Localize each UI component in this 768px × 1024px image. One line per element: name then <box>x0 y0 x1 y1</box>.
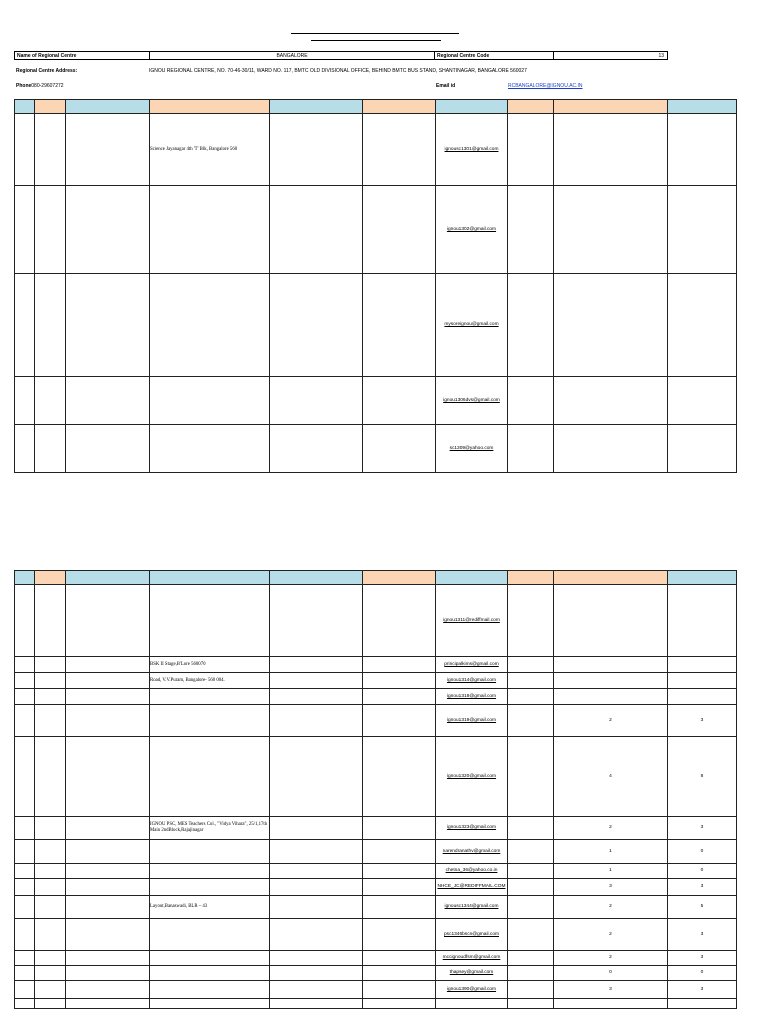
address-value: IGNOU REGIONAL CENTRE, NO. 70-46-30/11, WARD NO. 117, BMTC OLD DIVISIONAL OFFICE, BEHIND BMTC BUS STAND, SHANTINAGAR, BANGALORE 560027 <box>149 68 527 74</box>
table-row <box>15 864 737 879</box>
count-cell: 0 <box>668 840 737 864</box>
email-cell <box>436 114 508 186</box>
count-cell <box>554 673 668 689</box>
address-cell <box>150 377 270 425</box>
empty-cell <box>66 274 150 377</box>
table-row <box>15 114 737 186</box>
empty-cell <box>363 114 436 186</box>
centres-table-2 <box>14 570 737 1009</box>
address-cell: Road, V.V.Puram, Bangalore- 560 004. <box>150 673 270 689</box>
table-row <box>15 919 737 951</box>
empty-cell <box>15 966 35 981</box>
empty-cell <box>363 981 436 999</box>
count-cell: 2 <box>554 919 668 951</box>
email-link[interactable]: ignousc1344@gmail.com <box>444 904 499 909</box>
empty-cell <box>35 114 66 186</box>
empty-cell <box>66 981 150 999</box>
email-link[interactable]: ignou1302@gmail.com <box>446 226 497 232</box>
count-cell: 8 <box>668 737 737 817</box>
empty-cell <box>35 999 66 1009</box>
address-cell <box>150 274 270 377</box>
empty-cell <box>508 951 554 966</box>
empty-cell <box>66 585 150 657</box>
count-cell: 2 <box>554 817 668 840</box>
address-cell <box>150 879 270 896</box>
empty-cell <box>270 657 363 673</box>
count-cell: 3 <box>668 919 737 951</box>
address-cell: Layout,Banaswadi, BLR – 43 <box>150 896 270 919</box>
empty-cell <box>66 896 150 919</box>
count-cell <box>668 377 737 425</box>
empty-cell <box>363 673 436 689</box>
email-cell <box>436 879 508 896</box>
empty-cell <box>270 864 363 879</box>
empty-cell <box>270 689 363 705</box>
empty-cell <box>270 817 363 840</box>
count-cell <box>554 274 668 377</box>
regional-centre-code-value: 13 <box>553 51 668 60</box>
address-cell <box>150 840 270 864</box>
phone-label: Phone <box>16 83 32 89</box>
address-label: Regional Centre Address: <box>16 68 78 74</box>
empty-cell <box>15 864 35 879</box>
empty-cell <box>66 425 150 473</box>
empty-cell <box>363 274 436 377</box>
empty-cell <box>35 689 66 705</box>
email-cell <box>436 673 508 689</box>
address-cell <box>150 919 270 951</box>
empty-cell <box>363 896 436 919</box>
email-cell <box>436 840 508 864</box>
empty-cell <box>66 999 150 1009</box>
empty-cell <box>66 737 150 817</box>
empty-cell <box>270 896 363 919</box>
table-row <box>15 377 737 425</box>
count-cell <box>554 186 668 274</box>
empty-cell <box>363 689 436 705</box>
email-cell <box>436 377 508 425</box>
empty-cell <box>363 999 436 1009</box>
empty-cell <box>363 377 436 425</box>
count-cell: 3 <box>554 981 668 999</box>
count-cell: 3 <box>668 981 737 999</box>
empty-cell <box>270 879 363 896</box>
empty-cell <box>508 689 554 705</box>
count-cell <box>554 689 668 705</box>
count-cell <box>668 186 737 274</box>
table-row <box>15 981 737 999</box>
empty-cell <box>35 879 66 896</box>
count-cell <box>668 274 737 377</box>
count-cell <box>554 114 668 186</box>
empty-cell <box>15 879 35 896</box>
empty-cell <box>66 864 150 879</box>
address-cell <box>150 999 270 1009</box>
empty-cell <box>363 737 436 817</box>
empty-cell <box>270 274 363 377</box>
empty-cell <box>15 689 35 705</box>
empty-cell <box>66 951 150 966</box>
empty-cell <box>508 864 554 879</box>
email-link[interactable]: ignou1306dvs@gmail.com <box>443 397 500 403</box>
empty-cell <box>270 673 363 689</box>
email-link[interactable]: ignou1314@gmail.com <box>446 677 497 683</box>
empty-cell <box>270 186 363 274</box>
regional-centre-name-value: BANGALORE <box>149 51 435 60</box>
empty-cell <box>270 999 363 1009</box>
email-link[interactable]: thapsey@gmail.com <box>449 970 494 975</box>
empty-cell <box>15 705 35 737</box>
empty-cell <box>508 999 554 1009</box>
email-cell <box>436 585 508 657</box>
table-row <box>15 817 737 840</box>
empty-cell <box>66 879 150 896</box>
table-row <box>15 425 737 473</box>
email-link[interactable]: mysoreignou@gmail.com <box>444 322 499 327</box>
table-row <box>15 657 737 673</box>
table-row <box>15 840 737 864</box>
empty-cell <box>15 377 35 425</box>
count-cell: 0 <box>554 966 668 981</box>
email-link[interactable]: ignou1390@gmail.com <box>446 986 497 992</box>
empty-cell <box>363 919 436 951</box>
email-cell <box>436 981 508 999</box>
email-link[interactable]: ignou1318@gmail.com <box>446 693 497 699</box>
email-link[interactable]: ignou1319@gmail.com <box>446 717 497 723</box>
empty-cell <box>508 737 554 817</box>
address-cell <box>150 705 270 737</box>
table-row <box>15 274 737 377</box>
table-header-row <box>15 100 737 114</box>
count-cell <box>668 673 737 689</box>
email-link[interactable]: psc1346bscn@gmail.com <box>444 931 499 937</box>
email-cell <box>436 951 508 966</box>
empty-cell <box>508 896 554 919</box>
email-cell <box>436 705 508 737</box>
empty-cell <box>508 673 554 689</box>
count-cell: 2 <box>554 951 668 966</box>
email-cell <box>436 186 508 274</box>
email-link[interactable]: ignou1323@gmail.com <box>446 825 497 830</box>
empty-cell <box>15 186 35 274</box>
empty-cell <box>508 274 554 377</box>
empty-cell <box>35 840 66 864</box>
empty-cell <box>270 425 363 473</box>
email-cell <box>436 737 508 817</box>
table-row <box>15 896 737 919</box>
count-cell: 1 <box>554 840 668 864</box>
regional-centre-code-label: Regional Centre Code <box>434 51 554 60</box>
empty-cell <box>508 966 554 981</box>
email-cell <box>436 919 508 951</box>
email-link[interactable]: ignou1320@gmail.com <box>446 773 497 779</box>
count-cell <box>554 377 668 425</box>
count-cell <box>554 999 668 1009</box>
empty-cell <box>508 186 554 274</box>
email-link[interactable]: ignousc1301@gmail.com <box>444 146 499 152</box>
table-row <box>15 999 737 1009</box>
email-cell <box>436 274 508 377</box>
address-cell: Science Jayanagar 4th 'T' Blk, Bangalore 560 <box>150 114 270 186</box>
email-link[interactable]: mccignoudfsm@gmail.com <box>442 955 501 960</box>
empty-cell <box>66 673 150 689</box>
count-cell: 2 <box>554 896 668 919</box>
empty-cell <box>35 966 66 981</box>
empty-cell <box>270 114 363 186</box>
empty-cell <box>363 186 436 274</box>
empty-cell <box>15 114 35 186</box>
count-cell: 3 <box>668 879 737 896</box>
empty-cell <box>363 966 436 981</box>
empty-cell <box>363 585 436 657</box>
empty-cell <box>363 425 436 473</box>
empty-cell <box>508 114 554 186</box>
count-cell: 1 <box>554 864 668 879</box>
empty-cell <box>35 425 66 473</box>
empty-cell <box>35 657 66 673</box>
empty-cell <box>363 879 436 896</box>
empty-cell <box>508 657 554 673</box>
table-row <box>15 585 737 657</box>
empty-cell <box>15 951 35 966</box>
empty-cell <box>270 705 363 737</box>
email-link[interactable]: chetna_36@yahoo.co.in <box>445 868 498 873</box>
empty-cell <box>508 705 554 737</box>
empty-cell <box>363 817 436 840</box>
empty-cell <box>363 951 436 966</box>
empty-cell <box>508 981 554 999</box>
title-underline-bottom <box>311 40 441 41</box>
empty-cell <box>66 657 150 673</box>
email-cell <box>436 689 508 705</box>
address-cell <box>150 966 270 981</box>
empty-cell <box>15 840 35 864</box>
empty-cell <box>66 817 150 840</box>
empty-cell <box>35 737 66 817</box>
empty-cell <box>270 951 363 966</box>
empty-cell <box>15 425 35 473</box>
empty-cell <box>66 705 150 737</box>
empty-cell <box>66 186 150 274</box>
address-cell <box>150 689 270 705</box>
email-cell <box>436 896 508 919</box>
empty-cell <box>363 864 436 879</box>
title-underline-top <box>291 33 459 34</box>
email-link[interactable]: NHCE_JC@REDIFFMAIL.COM <box>437 884 506 889</box>
empty-cell <box>66 114 150 186</box>
address-cell <box>150 981 270 999</box>
address-cell <box>150 864 270 879</box>
email-cell <box>436 999 508 1009</box>
empty-cell <box>35 673 66 689</box>
address-cell <box>150 951 270 966</box>
address-cell: IGNOU PSC, MES Teachers Col., "Vidya Vihara", 25/1,17th Main 2ndBlock,Rajajinagar <box>150 817 270 840</box>
email-link[interactable]: ignou1311@rediffmail.com <box>443 617 500 623</box>
empty-cell <box>66 689 150 705</box>
count-cell <box>668 425 737 473</box>
empty-cell <box>270 919 363 951</box>
phone-line <box>16 82 64 91</box>
email-cell <box>436 966 508 981</box>
count-cell <box>668 689 737 705</box>
regional-centre-name-label: Name of Regional Centre <box>14 51 150 60</box>
empty-cell <box>35 951 66 966</box>
address-cell: BSK II Stage,B'Lore 560070 <box>150 657 270 673</box>
empty-cell <box>35 377 66 425</box>
count-cell: 3 <box>554 879 668 896</box>
empty-cell <box>66 919 150 951</box>
email-link[interactable]: RCBANGALORE@IGNOU.AC.IN <box>508 83 583 89</box>
empty-cell <box>66 966 150 981</box>
empty-cell <box>35 186 66 274</box>
table-row <box>15 186 737 274</box>
address-cell <box>150 186 270 274</box>
empty-cell <box>35 817 66 840</box>
empty-cell <box>508 879 554 896</box>
count-cell <box>554 585 668 657</box>
empty-cell <box>15 585 35 657</box>
empty-cell <box>363 657 436 673</box>
table-row <box>15 673 737 689</box>
email-link[interactable]: principalkims@gmail.com <box>444 661 499 667</box>
table-row <box>15 951 737 966</box>
empty-cell <box>270 377 363 425</box>
empty-cell <box>15 999 35 1009</box>
email-link[interactable]: sc1309@yahoo.com <box>449 445 494 451</box>
count-cell <box>668 657 737 673</box>
table-row <box>15 689 737 705</box>
empty-cell <box>66 840 150 864</box>
centres-table-1 <box>14 99 737 473</box>
count-cell: 3 <box>668 951 737 966</box>
empty-cell <box>15 274 35 377</box>
empty-cell <box>35 981 66 999</box>
address-cell <box>150 737 270 817</box>
empty-cell <box>35 919 66 951</box>
count-cell: 3 <box>668 817 737 840</box>
phone-value: 080-29607272 <box>31 83 64 89</box>
count-cell <box>554 657 668 673</box>
empty-cell <box>270 981 363 999</box>
empty-cell <box>15 817 35 840</box>
count-cell: 4 <box>554 737 668 817</box>
empty-cell <box>270 585 363 657</box>
email-cell <box>436 657 508 673</box>
empty-cell <box>15 657 35 673</box>
table-row <box>15 879 737 896</box>
empty-cell <box>508 585 554 657</box>
table-row <box>15 737 737 817</box>
empty-cell <box>15 896 35 919</box>
empty-cell <box>508 840 554 864</box>
table-header-row <box>15 571 737 585</box>
email-cell <box>436 817 508 840</box>
count-cell: 2 <box>554 705 668 737</box>
empty-cell <box>508 425 554 473</box>
email-cell <box>436 864 508 879</box>
address-cell <box>150 425 270 473</box>
empty-cell <box>508 919 554 951</box>
empty-cell <box>363 705 436 737</box>
empty-cell <box>35 274 66 377</box>
empty-cell <box>15 919 35 951</box>
empty-cell <box>35 585 66 657</box>
count-cell <box>668 114 737 186</box>
empty-cell <box>508 377 554 425</box>
count-cell: 3 <box>668 705 737 737</box>
count-cell <box>668 999 737 1009</box>
empty-cell <box>35 896 66 919</box>
email-cell <box>436 425 508 473</box>
empty-cell <box>15 737 35 817</box>
count-cell: 5 <box>668 896 737 919</box>
empty-cell <box>35 864 66 879</box>
empty-cell <box>363 840 436 864</box>
empty-cell <box>15 981 35 999</box>
empty-cell <box>66 377 150 425</box>
count-cell <box>668 585 737 657</box>
empty-cell <box>270 966 363 981</box>
table-row <box>15 705 737 737</box>
count-cell: 0 <box>668 864 737 879</box>
empty-cell <box>270 737 363 817</box>
count-cell <box>554 425 668 473</box>
empty-cell <box>508 817 554 840</box>
email-label: Email id <box>436 83 456 89</box>
empty-cell <box>15 673 35 689</box>
empty-cell <box>270 840 363 864</box>
count-cell: 0 <box>668 966 737 981</box>
table-row <box>15 966 737 981</box>
email-link[interactable]: narendranathv@gmail.com <box>442 848 501 854</box>
address-cell <box>150 585 270 657</box>
empty-cell <box>35 705 66 737</box>
